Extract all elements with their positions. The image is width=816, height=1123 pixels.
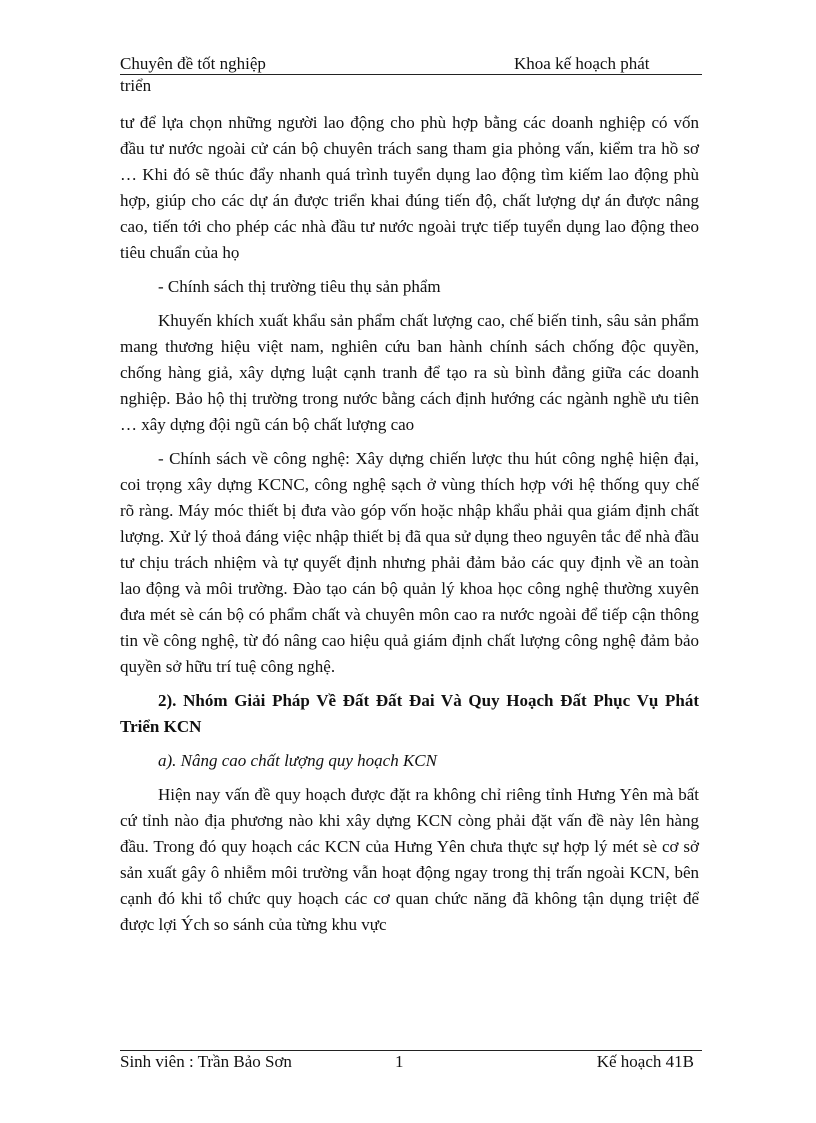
header-faculty-wrap: triển bbox=[120, 76, 152, 95]
paragraph-market-policy: Khuyến khích xuất khẩu sản phẩm chất lượng cao, chế biến tinh, sâu sản phẩm mang thương hiệu việt nam, nghiên cứu ban hành chính sách chống độc quyền, chống hàng giả, xây dựng luật cạnh tranh để tạo ra sù bình đẳng giữa các doanh nghiệp. Bảo hộ thị trường trong nước bằng cách định hướng các ngành nghề ưu tiên … xây dựng đội ngũ cán bộ chất lượng cao bbox=[120, 311, 699, 434]
footer-student-name: Sinh viên : Trần Bảo Sơn bbox=[120, 1052, 292, 1071]
paragraph-technology-policy: - Chính sách về công nghệ: Xây dựng chiến lược thu hút công nghệ hiện đại, coi trọng xây dựng KCNC, công nghệ sạch ở vùng thích hợp với hệ thống quy chế rõ ràng. Máy móc thiết bị đưa vào góp vốn hoặc nhập khẩu phải qua giám định chất lượng. Xử lý thoả đáng việc nhập thiết bị đã qua sử dụng theo nguyên tắc để nhà đầu tư chịu trách nhiệm và tự quyết định nhưng phải đảm bảo các quy định về an toàn lao động và môi trường. Đào tạo cán bộ quản lý khoa học công nghệ thường xuyên đưa mét sè cán bộ có phẩm chất và chuyên môn cao ra nước ngoài để tiếp cận thông tin về công nghệ, từ đó nâng cao hiệu quả giám định chất lượng công nghệ đảm bảo quyền sở hữu trí tuệ công nghệ. bbox=[120, 449, 699, 676]
subsection-heading-planning: a). Nâng cao chất lượng quy hoạch KCN bbox=[158, 751, 437, 770]
page-body bbox=[120, 110, 699, 938]
footer-class: Kế hoạch 41B bbox=[596, 1052, 694, 1071]
header-thesis-title: Chuyên đề tốt nghiệp bbox=[120, 54, 266, 73]
page-header bbox=[120, 54, 702, 75]
section-heading-land-solutions: 2). Nhóm Giải Pháp Về Đất Đất Đai Và Quy Hoạch Đất Phục Vụ Phát Triển KCN bbox=[120, 691, 699, 736]
paragraph-planning: Hiện nay vấn đề quy hoạch được đặt ra không chỉ riêng tỉnh Hưng Yên mà bất cứ tỉnh nào địa phương nào khi xây dựng KCN còng phải đặt vấn đề này lên hàng đầu. Trong đó quy hoạch các KCN của Hưng Yên chưa thực sự hợp lý mét sè cơ sở sản xuất gây ô nhiễm môi trường vẫn hoạt động ngay trong thị trấn ngoài KCN, bên cạnh đó khi tổ chức quy hoạch các cơ quan chức năng đã không tận dụng triệt để được lợi Ých so sánh của từng khu vực bbox=[120, 785, 699, 934]
page-footer bbox=[120, 1050, 702, 1073]
footer-page-number: 1 bbox=[395, 1052, 404, 1071]
header-faculty: Khoa kế hoạch phát bbox=[514, 54, 650, 73]
paragraph-labor-recruitment: tư để lựa chọn những người lao động cho phù hợp bằng các doanh nghiệp có vốn đầu tư nước ngoài cử cán bộ chuyên trách sang tham gia phỏng vấn, kiểm tra hồ sơ … Khi đó sẽ thúc đẩy nhanh quá trình tuyển dụng lao động tìm kiếm lao động phù hợp, giúp cho các dự án được triển khai đúng tiến độ, chất lượng dự án được nâng cao, tiến tới cho phép các nhà đầu tư nước ngoài trực tiếp tuyển dụng lao động theo tiêu chuẩn của họ bbox=[120, 113, 699, 262]
paragraph-market-policy-title: - Chính sách thị trường tiêu thụ sản phẩm bbox=[158, 277, 441, 296]
